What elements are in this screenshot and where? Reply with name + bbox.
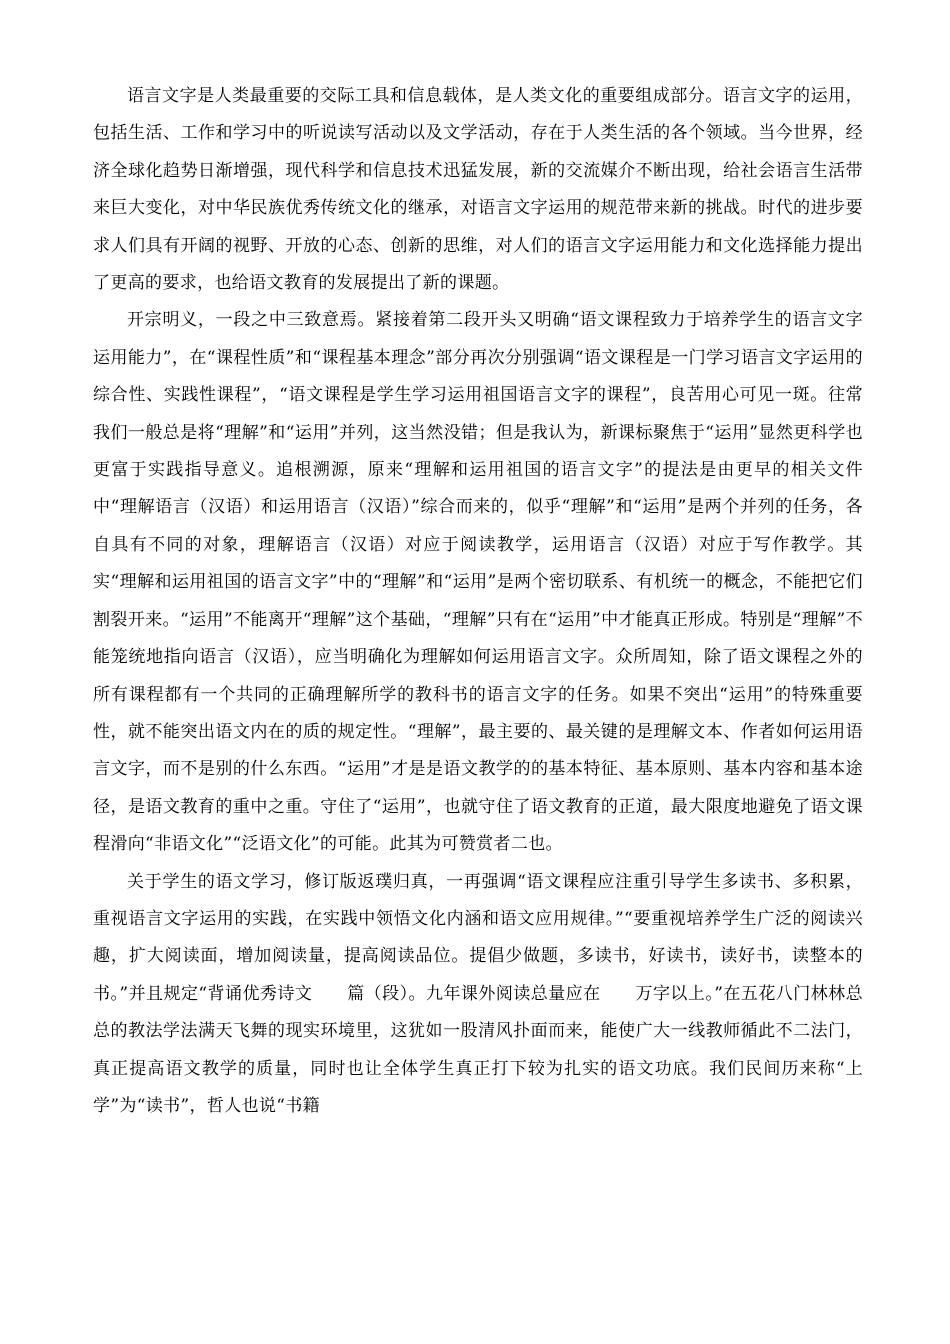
paragraph-2: 开宗明义，一段之中三致意焉。紧接着第二段开头又明确“语文课程致力于培养学生的语言文字运用能力”，在“课程性质”和“课程基本理念”部分再次分别强调“语文课程是一门学习语言文字运用的综合性、实践性课程”，“语文课程是学生学习运用祖国语言文字的课程”，良苦用心可见一斑。往常我们一般总是将“理解”和“运用”并列，这当然没错；但是我认为，新课标聚焦于“运用”显然更科学也更富于实践指导意义。追根溯源，原来“理解和运用祖国的语言文字”的提法是由更早的相关文件中“理解语言（汉语）和运用语言（汉语）”综合而来的，似乎“理解”和“运用”是两个并列的任务，各自具有不同的对象，理解语言（汉语）对应于阅读教学，运用语言（汉语）对应于写作教学。其实“理解和运用祖国的语言文字”中的“理解”和“运用”是两个密切联系、有机统一的概念，不能把它们割裂开来。“运用”不能离开“理解”这个基础，“理解”只有在“运用”中才能真正形成。特别是“理解”不能笼统地指向语言（汉语），应当明确化为理解如何运用语言文字。众所周知，除了语文课程之外的所有课程都有一个共同的正确理解所学的教科书的语言文字的任务。如果不突出“运用”的特殊重要性，就不能突出语文内在的质的规定性。“理解”，最主要的、最关键的是理解文本、作者如何运用语言文字，而不是别的什么东西。“运用”才是是语文教学的的基本特征、基本原则、基本内容和基本途径，是语文教育的重中之重。守住了“运用”，也就守住了语文教育的正道，最大限度地避免了语文课程滑向“非语文化”“泛语文化”的可能。此其为可赞赏者二也。 — [93, 310, 863, 855]
paragraph-1: 语言文字是人类最重要的交际工具和信息载体，是人类文化的重要组成部分。语言文字的运用，包括生活、工作和学习中的听说读写活动以及文学活动，存在于人类生活的各个领域。当今世界，经济全球化趋势日渐增强，现代科学和信息技术迅猛发展，新的交流媒介不断出现，给社会语言生活带来巨大变化，对中华民族优秀传统文化的继承，对语言文字运用的规范带来新的挑战。时代的进步要求人们具有开阔的视野、开放的心态、创新的思维，对人们的语言文字运用能力和文化选择能力提出了更高的要求，也给语文教育的发展提出了新的课题。 — [93, 86, 863, 294]
document-page — [93, 78, 863, 1125]
paragraph-3: 关于学生的语文学习，修订版返璞归真，一再强调“语文课程应注重引导学生多读书、多积累，重视语言文字运用的实践，在实践中领悟文化内涵和语文应用规律。”“要重视培养学生广泛的阅读兴趣，扩大阅读面，增加阅读量，提高阅读品位。提倡少做题，多读书，好读书，读好书，读整本的书。”并且规定“背诵优秀诗文 篇（段）。九年课外阅读总量应在 万字以上。”在五花八门林林总总的教法学法满天飞舞的现实环境里，这犹如一股清风扑面而来，能使广大一线教师循此不二法门，真正提高语文教学的质量，同时也让全体学生真正打下较为扎实的语文功底。我们民间历来称“上学”为“读书”，哲人也说“书籍 — [93, 871, 863, 1116]
